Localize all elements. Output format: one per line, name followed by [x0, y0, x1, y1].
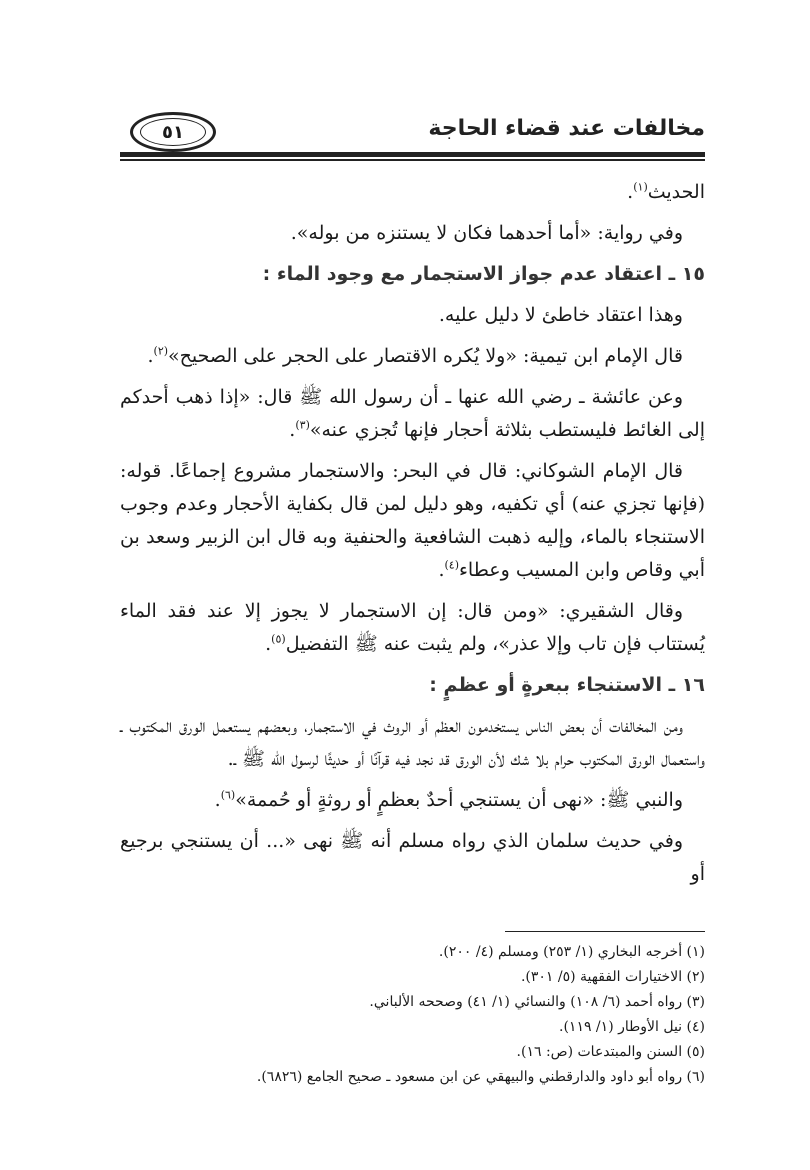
- footnote-item: (٤) نيل الأوطار (١/ ١١٩).: [559, 1019, 705, 1035]
- footnote-ref: (٣): [295, 418, 310, 432]
- footnote-ref: (٢): [153, 344, 169, 358]
- footnote-item: (٢) الاختيارات الفقهية (٥/ ٣٠١).: [520, 969, 705, 985]
- footnote-ref: (١): [633, 180, 648, 194]
- page-number: ٥١: [140, 118, 206, 146]
- paragraph: قال الإمام ابن تيمية: «ولا يُكره الاقتصار على الحجر على الصحيح»$^{(٢)}$.: [147, 344, 683, 367]
- page-number-badge: [130, 112, 216, 152]
- footnotes: [120, 940, 705, 1090]
- paragraph: وفي حديث سلمان الذي رواه مسلم أنه ﷺ نهى «... أن يستنجي برجيع أو: [120, 830, 705, 885]
- section-heading-16: ١٦ ـ الاستنجاء ببعرةٍ أو عظمٍ :: [429, 674, 705, 696]
- header-rule-thin: [120, 159, 705, 161]
- running-title: مخالفات عند قضاء الحاجة: [428, 116, 705, 141]
- footnote-separator: [505, 931, 705, 932]
- footnote-ref: (٤): [444, 558, 459, 572]
- section-heading-15: ١٥ ـ اعتقاد عدم جواز الاستجمار مع وجود الماء :: [262, 263, 705, 285]
- footnote-item: (٦) رواه أبو داود والدارقطني والبيهقي عن ابن مسعود ـ صحيح الجامع (٦٨٢٦).: [256, 1069, 705, 1085]
- header-rule-thick: [120, 152, 705, 157]
- paragraph: ومن المخالفات أن بعض الناس يستخدمون العظم أو الروث في الاستجمار، وبعضهم يستعمل الورق المكتوب ـ واستعمال الورق المكتوب حرام بلا شك لأن الورق قد نجد فيه قرآنًا أو حديثًا لرسول الله ﷺ ـ.: [120, 715, 705, 770]
- paragraph: وعن عائشة ـ رضي الله عنها ـ أن رسول الله ﷺ قال: «إذا ذهب أحدكم إلى الغائط فليستطب بثلاثة أحجار فإنها تُجزي عنه»$^{(٣)}$.: [120, 386, 705, 441]
- paragraph: وفي رواية: «أما أحدهما فكان لا يستنزه من بوله».: [290, 222, 683, 244]
- paragraph: والنبي ﷺ: «نهى أن يستنجي أحدٌ بعظمٍ أو روثةٍ أو حُممة»$^{(٦)}$.: [214, 788, 683, 811]
- footnote-ref: (٦): [220, 788, 236, 802]
- scan-speck: [32, 768, 38, 774]
- paragraph: الحديث$^{(١)}$.: [627, 180, 705, 203]
- paragraph: وقال الشقيري: «ومن قال: إن الاستجمار لا يجوز إلا عند فقد الماء يُستتاب فإن تاب وإلا عذر»، ولم يثبت عنه ﷺ التفضيل$^{(٥)}$.: [120, 600, 705, 655]
- paragraph: قال الإمام الشوكاني: قال في البحر: والاستجمار مشروع إجماعًا. قوله: (فإنها تجزي عنه) أي تكفيه، وهو دليل لمن قال بكفاية الأحجار وعدم وجوب الاستنجاء بالماء، وإليه ذهبت الشافعية والحنفية وبه قال ابن الزبير وسعد بن أبي وقاص وابن المسيب وعطاء$^{(٤)}$.: [120, 460, 705, 581]
- main-text: [120, 176, 705, 899]
- footnote-item: (٣) رواه أحمد (٦/ ١٠٨) والنسائي (١/ ٤١) وصححه الألباني.: [369, 994, 705, 1010]
- footnote-item: (١) أخرجه البخاري (١/ ٢٥٣) ومسلم (٤/ ٢٠٠).: [438, 944, 705, 960]
- footnote-item: (٥) السنن والمبتدعات (ص: ١٦).: [516, 1044, 705, 1060]
- paragraph: وهذا اعتقاد خاطئ لا دليل عليه.: [438, 304, 683, 326]
- footnote-ref: (٥): [271, 632, 286, 646]
